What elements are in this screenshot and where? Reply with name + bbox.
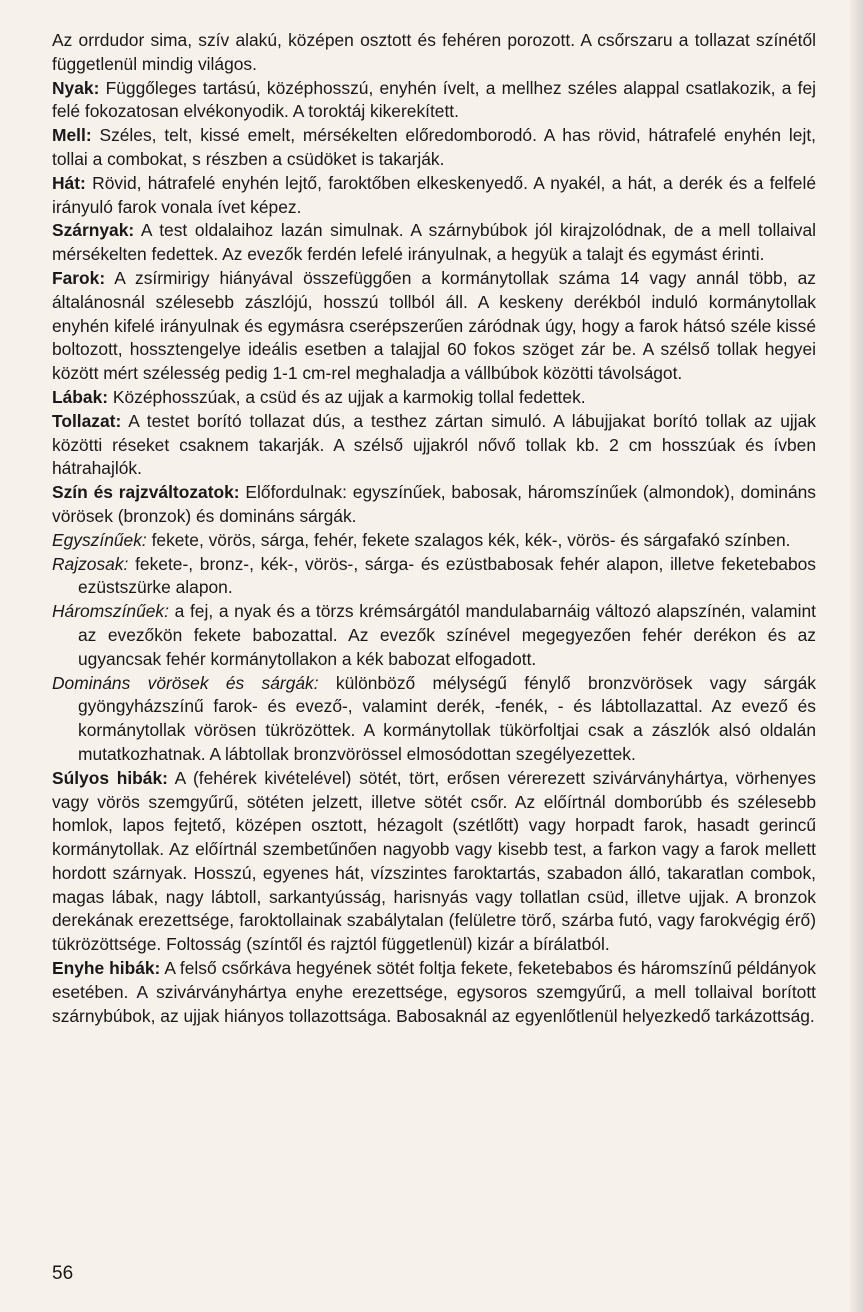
section-hat [52,172,816,220]
section-heading: Szárnyak: [52,220,135,241]
variety-heading: Domináns vörösek és sárgák: [52,672,319,693]
variety-haromszinuek [52,600,816,671]
section-szarnyak [52,219,816,267]
intro-paragraph: Az orrdudor sima, szív alakú, középen osztott és fehéren porozott. A csőrszaru a tollazat színétől függetlenül mindig világos. [52,30,816,74]
section-heading: Nyak: [52,77,100,98]
section-sulyos-hibak [52,767,816,957]
section-text: Széles, telt, kissé emelt, mérsékelten előredomborodó. A has rövid, hátrafelé enyhén lejt, tollai a combokat, s részben a csüdöket is takarják. [52,125,816,169]
variety-text: különböző mélységű fénylő bronzvörösek vagy sárgák gyöngyházszínű farok- és evező-, valamint derék, -fenék, - és lábtollazattal. Az evező és kormánytollak vörösen tükrözöttek. A kormánytollak tükörfoltjai csak a zászlók alsó oldalán mutatkozhatnak. A lábtollak bronzvörössel elmosódottan szegélyezettek. [78,672,817,764]
section-mell [52,124,816,172]
variety-text: fekete-, bronz-, kék-, vörös-, sárga- és ezüstbabosak fehér alapon, illetve feketebabos ezüstszürke alapon. [78,553,816,598]
section-enyhe-hibak [52,957,816,1028]
page-edge-shadow [850,0,864,1312]
section-heading: Szín és rajzváltozatok: [52,482,240,503]
variety-dominans-vorosek-es-sargak [52,672,816,767]
section-heading: Lábak: [52,386,109,407]
section-labak [52,386,816,410]
variety-text: fekete, vörös, sárga, fehér, fekete szalagos kék, kék-, vörös- és sárgafakó színben. [146,529,791,550]
section-text: Előfordulnak: egyszínűek, babosak, háromszínűek (almondok), domináns vörösek (bronzok) és domináns sárgák. [52,482,816,526]
section-tollazat [52,410,816,481]
variety-heading: Egyszínűek: [52,529,147,550]
section-heading: Mell: [52,125,92,146]
section-text: A test oldalaihoz lazán simulnak. A szárnybúbok jól kirajzolódnak, de a mell tollaival mérsékelten fedettek. Az evezők ferdén lefelé irányulnak, a hegyük a talajt és egymást érinti. [52,220,816,265]
page-number: 56 [52,1263,74,1284]
variety-heading: Rajzosak: [52,553,129,574]
section-heading: Tollazat: [52,410,122,431]
section-heading: Enyhe hibák: [52,958,161,979]
section-text: Rövid, hátrafelé enyhén lejtő, faroktőben elkeskenyedő. A nyakél, a hát, a derék és a felfelé irányuló farok vonala ívet képez. [52,172,816,217]
section-text: Középhosszúak, a csüd és az ujjak a karmokig tollal fedettek. [108,386,586,407]
section-szin-es-rajzvaltozatok [52,481,816,529]
variety-text: a fej, a nyak és a törzs krémsárgától mandulabarnáig változó alapszínén, valamint az evezőkön fekete babozattal. Az evezők színével megegyezően fehér derékon és az ugyancsak fehér kormánytollakon a kék babozat elfogadott. [78,601,816,669]
variety-heading: Háromszínűek: [52,601,169,622]
section-farok [52,267,816,386]
section-text: A (fehérek kivételével) sötét, tört, erősen vérerezett szivárványhártya, vörhenyes vagy vörös szemgyűrű, sötéten jelzett, illetve sötét csőr. Az előírtnál domborúbb és szélesebb homlok, lapos fejtető, középen osztott, hézagolt (szétlőtt) vagy horpadt farok, hasadt gerincű kormánytollak. Az előírtnál szembetűnően nagyobb vagy kisebb test, a farkon vagy a farok mellett hordott szárnyak. Hosszú, egyenes hát, vízszintes faroktartás, szabadon álló, takaratlan combok, magas lábak, nagy lábtoll, sarkantyússág, harisnyás vagy tollatlan csüd, illetve ujjak. A bronzok derekának erezettsége, faroktollainak szabálytalan (felületre törő, szárba futó, vagy farokvégig érő) tükrözöttsége. Foltosság (színtől és rajztól függetlenül) kizár a bírálatból. [52,767,816,955]
variety-rajzosak [52,553,816,601]
section-nyak [52,77,816,125]
variety-egyszinuek [52,529,816,553]
section-heading: Súlyos hibák: [52,767,168,788]
section-text: Függőleges tartású, középhosszú, enyhén ívelt, a mellhez széles alappal csatlakozik, a fej felé fokozatosan elvékonyodik. A toroktáj kikerekített. [52,77,816,122]
section-text: A testet borító tollazat dús, a testhez zártan simuló. A lábujjakat borító tollak az ujjak közötti réseket csaknem takarják. A szélső ujjakról nővő tollak kb. 2 cm hosszúak és ívben hátrahajlók. [52,410,816,479]
document-body [52,29,816,1028]
section-text: A zsírmirigy hiányával összefüggően a kormánytollak száma 14 vagy annál több, az általánosnál szélesebb zászlójú, hosszú tollból áll. A keskeny derékból induló kormánytollak enyhén kifelé irányulnak és egymásra cserépszerűen záródnak úgy, hogy a farok hátsó széle kissé boltozott, hossztengelye ideális esetben a talajjal 60 fokos szöget zár be. A szélső tollak hegyei között mért szélesség pedig 1-1 cm-rel meghaladja a vállbúbok közötti távolságot. [52,267,816,384]
section-heading: Farok: [52,267,106,288]
section-heading: Hát: [52,172,86,193]
section-text: A felső csőrkáva hegyének sötét foltja fekete, feketebabos és háromszínű példányok esetében. A szivárványhártya enyhe erezettsége, egysoros szemgyűrű, a mell tollaival borított szárnybúbok, az ujjak hiányos tollazottsága. Babosaknál az egyenlőtlenül helyezkedő tarkázottság. [52,958,817,1026]
